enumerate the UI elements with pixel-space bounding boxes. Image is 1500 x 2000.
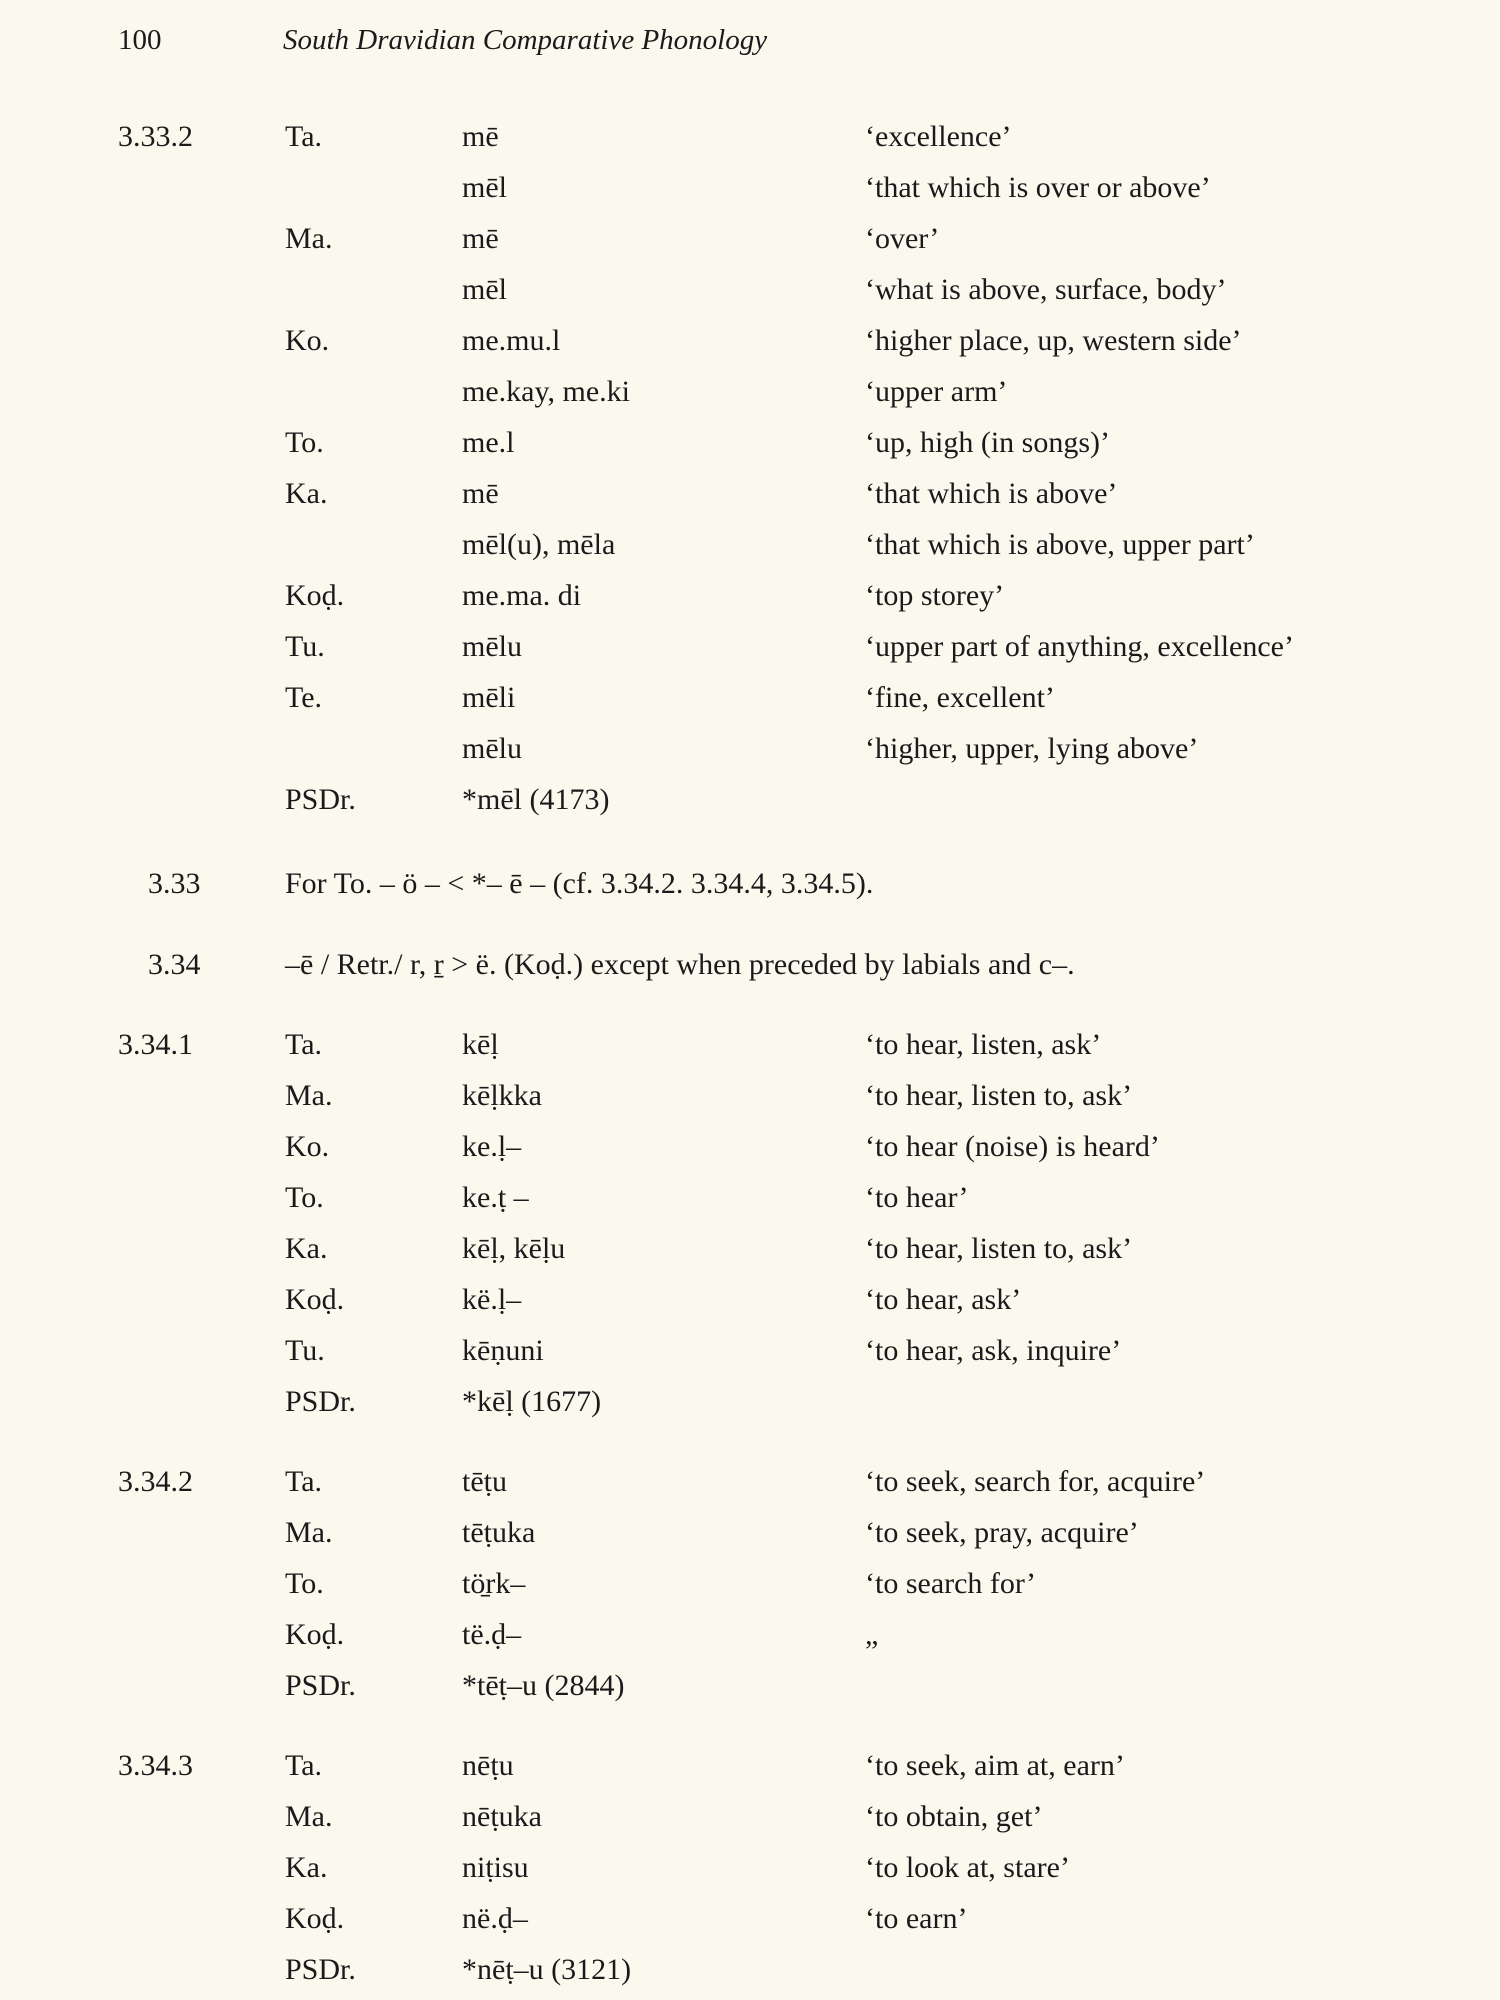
gloss: ‘to hear, listen to, ask’ xyxy=(865,1232,1133,1265)
entry-row xyxy=(0,570,1500,621)
word-form: *nēṭ–u (3121) xyxy=(462,1953,632,1986)
gloss: ‘upper arm’ xyxy=(865,375,1008,408)
entry-row xyxy=(0,672,1500,723)
language-abbrev: Koḍ. xyxy=(285,1902,345,1935)
word-form: mēlu xyxy=(462,630,522,663)
gloss: ‘to hear, ask’ xyxy=(865,1283,1022,1316)
gloss: ‘what is above, surface, body’ xyxy=(865,273,1227,306)
running-title: South Dravidian Comparative Phonology xyxy=(283,24,768,56)
word-form: tö̱rk– xyxy=(462,1567,526,1600)
language-abbrev: Ta. xyxy=(285,1749,323,1782)
word-form: mēl xyxy=(462,171,507,204)
word-form: me.ma. di xyxy=(462,579,582,612)
gloss: ‘excellence’ xyxy=(865,120,1012,153)
language-abbrev: PSDr. xyxy=(285,1669,356,1702)
language-abbrev: Ma. xyxy=(285,1516,333,1549)
language-abbrev: To. xyxy=(285,1181,324,1214)
gloss: ‘to earn’ xyxy=(865,1902,968,1935)
gloss: ‘to hear, listen to, ask’ xyxy=(865,1079,1133,1112)
entry-row xyxy=(0,1019,1500,1070)
word-form: niṭisu xyxy=(462,1851,529,1884)
word-form: me.mu.l xyxy=(462,324,561,357)
language-abbrev: Ka. xyxy=(285,477,328,510)
language-abbrev: Tu. xyxy=(285,1334,325,1367)
word-form: kēḷkka xyxy=(462,1079,542,1112)
word-form: *mēl (4173) xyxy=(462,783,610,816)
word-form: me.kay, me.ki xyxy=(462,375,631,408)
language-abbrev: PSDr. xyxy=(285,783,356,816)
entry-row xyxy=(0,1456,1500,1507)
language-abbrev: Ma. xyxy=(285,222,333,255)
gloss: ‘to seek, search for, acquire’ xyxy=(865,1465,1206,1498)
entry-row xyxy=(0,417,1500,468)
word-form: kë.ḷ– xyxy=(462,1283,522,1316)
language-abbrev: Koḍ. xyxy=(285,579,345,612)
language-abbrev: Ma. xyxy=(285,1800,333,1833)
section-number: 3.34.3 xyxy=(118,1749,193,1782)
gloss: ‘that which is above, upper part’ xyxy=(865,528,1255,561)
gloss: „ xyxy=(865,1618,879,1651)
language-abbrev: Koḍ. xyxy=(285,1618,345,1651)
word-form: nēṭu xyxy=(462,1749,514,1782)
entry-row xyxy=(0,162,1500,213)
language-abbrev: Ko. xyxy=(285,324,330,357)
gloss: ‘to hear, ask, inquire’ xyxy=(865,1334,1122,1367)
word-form: mēli xyxy=(462,681,516,714)
gloss: ‘higher, upper, lying above’ xyxy=(865,732,1199,765)
word-form: mē xyxy=(462,477,499,510)
language-abbrev: PSDr. xyxy=(285,1953,356,1986)
word-form: në.ḍ– xyxy=(462,1902,528,1935)
language-abbrev: To. xyxy=(285,426,324,459)
word-form: mēl(u), mēla xyxy=(462,528,616,561)
rule-3-33 xyxy=(0,858,1500,909)
section-number: 3.33.2 xyxy=(118,120,193,153)
section-3-34-2 xyxy=(0,1456,1500,1711)
gloss: ‘up, high (in songs)’ xyxy=(865,426,1110,459)
word-form: mē xyxy=(462,222,499,255)
language-abbrev: Ta. xyxy=(285,1028,323,1061)
entry-row xyxy=(0,621,1500,672)
entry-row xyxy=(0,1660,1500,1711)
gloss: ‘to search for’ xyxy=(865,1567,1037,1600)
gloss: ‘higher place, up, western side’ xyxy=(865,324,1242,357)
gloss: ‘to hear (noise) is heard’ xyxy=(865,1130,1160,1163)
rule-text: For To. – ö – < *– ē – (cf. 3.34.2. 3.34.4, 3.34.5). xyxy=(285,867,874,900)
word-form: mēlu xyxy=(462,732,522,765)
page-number: 100 xyxy=(118,24,162,56)
entry-row xyxy=(0,1274,1500,1325)
word-form: mē xyxy=(462,120,499,153)
entry-row xyxy=(0,1842,1500,1893)
word-form: nēṭuka xyxy=(462,1800,542,1833)
entry-row xyxy=(0,1558,1500,1609)
section-number: 3.34.2 xyxy=(118,1465,193,1498)
word-form: kēḷ, kēḷu xyxy=(462,1232,566,1265)
section-3-34-3 xyxy=(0,1740,1500,1995)
entry-row xyxy=(0,315,1500,366)
gloss: ‘top storey’ xyxy=(865,579,1005,612)
entry-row xyxy=(0,1376,1500,1427)
rule-3-34 xyxy=(0,939,1500,990)
entry-row xyxy=(0,1740,1500,1791)
gloss: ‘to hear, listen, ask’ xyxy=(865,1028,1102,1061)
gloss: ‘to seek, aim at, earn’ xyxy=(865,1749,1125,1782)
word-form: ke.ṭ – xyxy=(462,1181,529,1214)
entry-row xyxy=(0,213,1500,264)
entry-row xyxy=(0,1791,1500,1842)
gloss: ‘to obtain, get’ xyxy=(865,1800,1043,1833)
word-form: tēṭu xyxy=(462,1465,507,1498)
gloss: ‘to look at, stare’ xyxy=(865,1851,1070,1884)
word-form: ke.ḷ– xyxy=(462,1130,522,1163)
language-abbrev: Ma. xyxy=(285,1079,333,1112)
entry-row xyxy=(0,1944,1500,1995)
word-form: *kēḷ (1677) xyxy=(462,1385,602,1418)
word-form: tēṭuka xyxy=(462,1516,536,1549)
entry-row xyxy=(0,774,1500,825)
entry-row xyxy=(0,723,1500,774)
language-abbrev: Ka. xyxy=(285,1232,328,1265)
entry-row xyxy=(0,1172,1500,1223)
gloss: ‘over’ xyxy=(865,222,940,255)
entry-row xyxy=(0,1223,1500,1274)
entry-row xyxy=(0,1070,1500,1121)
entry-row xyxy=(0,1325,1500,1376)
gloss: ‘to hear’ xyxy=(865,1181,969,1214)
section-3-34-1 xyxy=(0,1019,1500,1427)
language-abbrev: Te. xyxy=(285,681,323,714)
entry-row xyxy=(0,1121,1500,1172)
language-abbrev: Ta. xyxy=(285,1465,323,1498)
language-abbrev: Tu. xyxy=(285,630,325,663)
section-3-33-2 xyxy=(0,111,1500,825)
entry-row xyxy=(0,1609,1500,1660)
language-abbrev: Koḍ. xyxy=(285,1283,345,1316)
entry-row xyxy=(0,1893,1500,1944)
rule-text: –ē / Retr./ r, ṟ > ë. (Koḍ.) except when preceded by labials and c–. xyxy=(285,948,1075,981)
word-form: kēḷ xyxy=(462,1028,499,1061)
word-form: *tēṭ–u (2844) xyxy=(462,1669,625,1702)
word-form: të.ḍ– xyxy=(462,1618,522,1651)
gloss: ‘upper part of anything, excellence’ xyxy=(865,630,1294,663)
word-form: mēl xyxy=(462,273,507,306)
language-abbrev: PSDr. xyxy=(285,1385,356,1418)
word-form: kēṇuni xyxy=(462,1334,544,1367)
rule-number: 3.34 xyxy=(148,948,201,981)
entry-row xyxy=(0,468,1500,519)
section-number: 3.34.1 xyxy=(118,1028,193,1061)
language-abbrev: Ka. xyxy=(285,1851,328,1884)
gloss: ‘fine, excellent’ xyxy=(865,681,1055,714)
entry-row xyxy=(0,111,1500,162)
rule-number: 3.33 xyxy=(148,867,201,900)
entry-row xyxy=(0,264,1500,315)
entry-row xyxy=(0,1507,1500,1558)
word-form: me.l xyxy=(462,426,515,459)
gloss: ‘to seek, pray, acquire’ xyxy=(865,1516,1139,1549)
language-abbrev: To. xyxy=(285,1567,324,1600)
entry-row xyxy=(0,366,1500,417)
gloss: ‘that which is over or above’ xyxy=(865,171,1211,204)
entry-row xyxy=(0,519,1500,570)
language-abbrev: Ta. xyxy=(285,120,323,153)
gloss: ‘that which is above’ xyxy=(865,477,1118,510)
language-abbrev: Ko. xyxy=(285,1130,330,1163)
